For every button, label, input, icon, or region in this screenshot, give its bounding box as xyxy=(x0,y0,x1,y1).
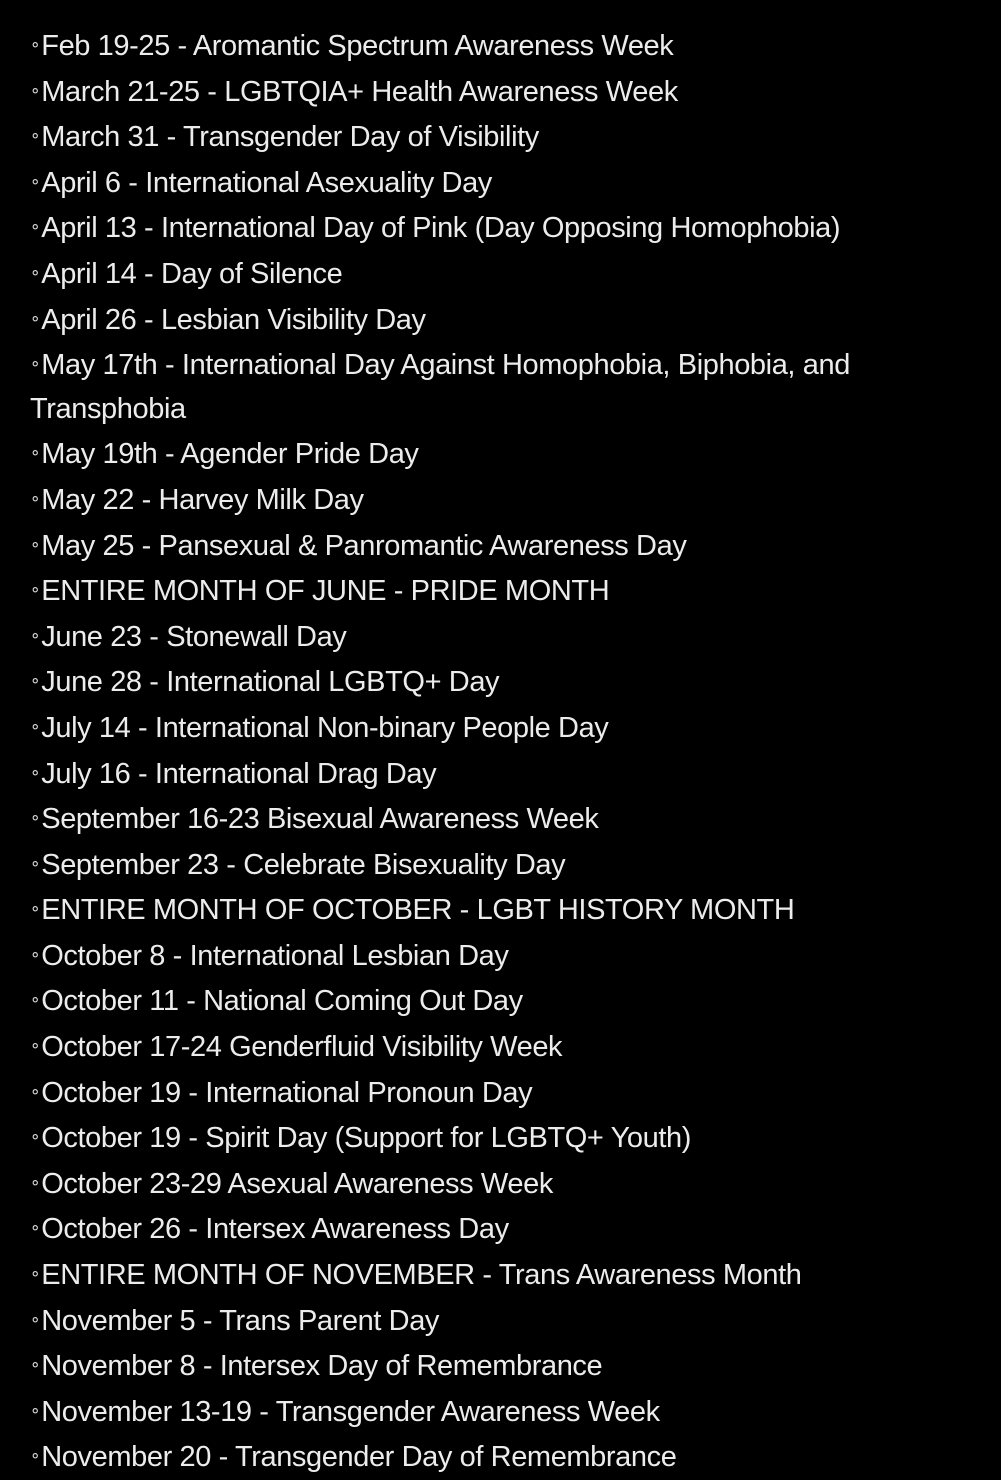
bullet-icon: ∘ xyxy=(30,443,41,463)
event-text: April 26 - Lesbian Visibility Day xyxy=(41,303,426,336)
list-item xyxy=(30,297,980,343)
bullet-icon: ∘ xyxy=(30,990,41,1010)
bullet-icon: ∘ xyxy=(30,1218,41,1238)
bullet-icon: ∘ xyxy=(30,126,41,146)
list-item xyxy=(30,342,980,431)
list-item xyxy=(30,1389,980,1435)
list-item xyxy=(30,431,980,477)
list-item xyxy=(30,614,980,660)
bullet-icon: ∘ xyxy=(30,808,41,828)
bullet-icon: ∘ xyxy=(30,308,41,328)
list-item xyxy=(30,477,980,523)
list-item xyxy=(30,1024,980,1070)
list-item xyxy=(30,1070,980,1116)
list-item xyxy=(30,69,980,115)
bullet-icon: ∘ xyxy=(30,1264,41,1284)
bullet-icon: ∘ xyxy=(30,1400,41,1420)
event-text: October 19 - Spirit Day (Support for LGBTQ+ Youth) xyxy=(41,1122,691,1155)
event-text: ENTIRE MONTH OF OCTOBER - LGBT HISTORY MONTH xyxy=(41,894,795,927)
bullet-icon: ∘ xyxy=(30,1172,41,1192)
bullet-icon: ∘ xyxy=(30,1446,41,1466)
list-item xyxy=(30,1434,980,1480)
list-item xyxy=(30,887,980,933)
list-item xyxy=(30,114,980,160)
list-item xyxy=(30,23,980,69)
bullet-icon: ∘ xyxy=(30,80,41,100)
bullet-icon: ∘ xyxy=(30,716,41,736)
list-item xyxy=(30,933,980,979)
event-text: May 25 - Pansexual & Panromantic Awareness Day xyxy=(41,529,687,562)
event-text: June 23 - Stonewall Day xyxy=(41,620,347,653)
event-text: ENTIRE MONTH OF JUNE - PRIDE MONTH xyxy=(41,575,610,608)
bullet-icon: ∘ xyxy=(30,1309,41,1329)
bullet-icon: ∘ xyxy=(30,488,41,508)
list-item xyxy=(30,796,980,842)
list-item xyxy=(30,1115,980,1161)
list-item xyxy=(30,751,980,797)
bullet-icon: ∘ xyxy=(30,853,41,873)
list-item xyxy=(30,1252,980,1298)
bullet-icon: ∘ xyxy=(30,354,41,374)
bullet-icon: ∘ xyxy=(30,762,41,782)
bullet-icon: ∘ xyxy=(30,625,41,645)
list-item xyxy=(30,1343,980,1389)
event-text: October 26 - Intersex Awareness Day xyxy=(41,1213,509,1246)
bullet-icon: ∘ xyxy=(30,534,41,554)
list-item xyxy=(30,978,980,1024)
event-text: October 8 - International Lesbian Day xyxy=(41,939,509,972)
list-item xyxy=(30,523,980,569)
event-list xyxy=(30,23,980,1480)
event-text: May 22 - Harvey Milk Day xyxy=(41,483,364,516)
event-text: November 8 - Intersex Day of Remembrance xyxy=(41,1350,603,1383)
event-text: April 13 - International Day of Pink (Day Opposing Homophobia) xyxy=(41,212,841,245)
bullet-icon: ∘ xyxy=(30,1127,41,1147)
event-text: September 16-23 Bisexual Awareness Week xyxy=(41,803,599,836)
list-item xyxy=(30,1161,980,1207)
event-text: September 23 - Celebrate Bisexuality Day xyxy=(41,848,566,881)
bullet-icon: ∘ xyxy=(30,217,41,237)
list-item xyxy=(30,1206,980,1252)
event-text: July 16 - International Drag Day xyxy=(41,757,437,790)
event-text: May 19th - Agender Pride Day xyxy=(41,438,419,471)
list-item xyxy=(30,251,980,297)
bullet-icon: ∘ xyxy=(30,35,41,54)
event-text: October 11 - National Coming Out Day xyxy=(41,985,523,1018)
bullet-icon: ∘ xyxy=(30,580,41,600)
event-text: March 21-25 - LGBTQIA+ Health Awareness Week xyxy=(41,75,678,108)
list-item xyxy=(30,568,980,614)
bullet-icon: ∘ xyxy=(30,262,41,282)
event-text: November 20 - Transgender Day of Remembrance xyxy=(41,1441,677,1474)
event-text: June 28 - International LGBTQ+ Day xyxy=(41,666,500,699)
bullet-icon: ∘ xyxy=(30,171,41,191)
bullet-icon: ∘ xyxy=(30,671,41,691)
event-text: April 14 - Day of Silence xyxy=(41,257,343,290)
event-text: November 13-19 - Transgender Awareness Week xyxy=(41,1395,660,1428)
event-text: October 23-29 Asexual Awareness Week xyxy=(41,1167,553,1200)
list-item xyxy=(30,842,980,888)
event-text: October 19 - International Pronoun Day xyxy=(41,1076,533,1109)
bullet-icon: ∘ xyxy=(30,1081,41,1101)
event-text: November 5 - Trans Parent Day xyxy=(41,1304,440,1337)
event-text: March 31 - Transgender Day of Visibility xyxy=(41,121,539,154)
list-item xyxy=(30,705,980,751)
event-text: Feb 19-25 - Aromantic Spectrum Awareness Week xyxy=(41,30,674,62)
bullet-icon: ∘ xyxy=(30,899,41,919)
bullet-icon: ∘ xyxy=(30,944,41,964)
list-item xyxy=(30,160,980,206)
list-item xyxy=(30,1298,980,1344)
bullet-icon: ∘ xyxy=(30,1355,41,1375)
event-text: October 17-24 Genderfluid Visibility Week xyxy=(41,1031,563,1064)
list-item xyxy=(30,205,980,251)
bullet-icon: ∘ xyxy=(30,1036,41,1056)
event-text: July 14 - International Non-binary People Day xyxy=(41,711,609,744)
event-text: ENTIRE MONTH OF NOVEMBER - Trans Awareness Month xyxy=(41,1259,802,1292)
list-item xyxy=(30,659,980,705)
event-text: April 6 - International Asexuality Day xyxy=(41,166,492,199)
event-text: May 17th - International Day Against Homophobia, Biphobia, and Transphobia xyxy=(30,349,850,425)
